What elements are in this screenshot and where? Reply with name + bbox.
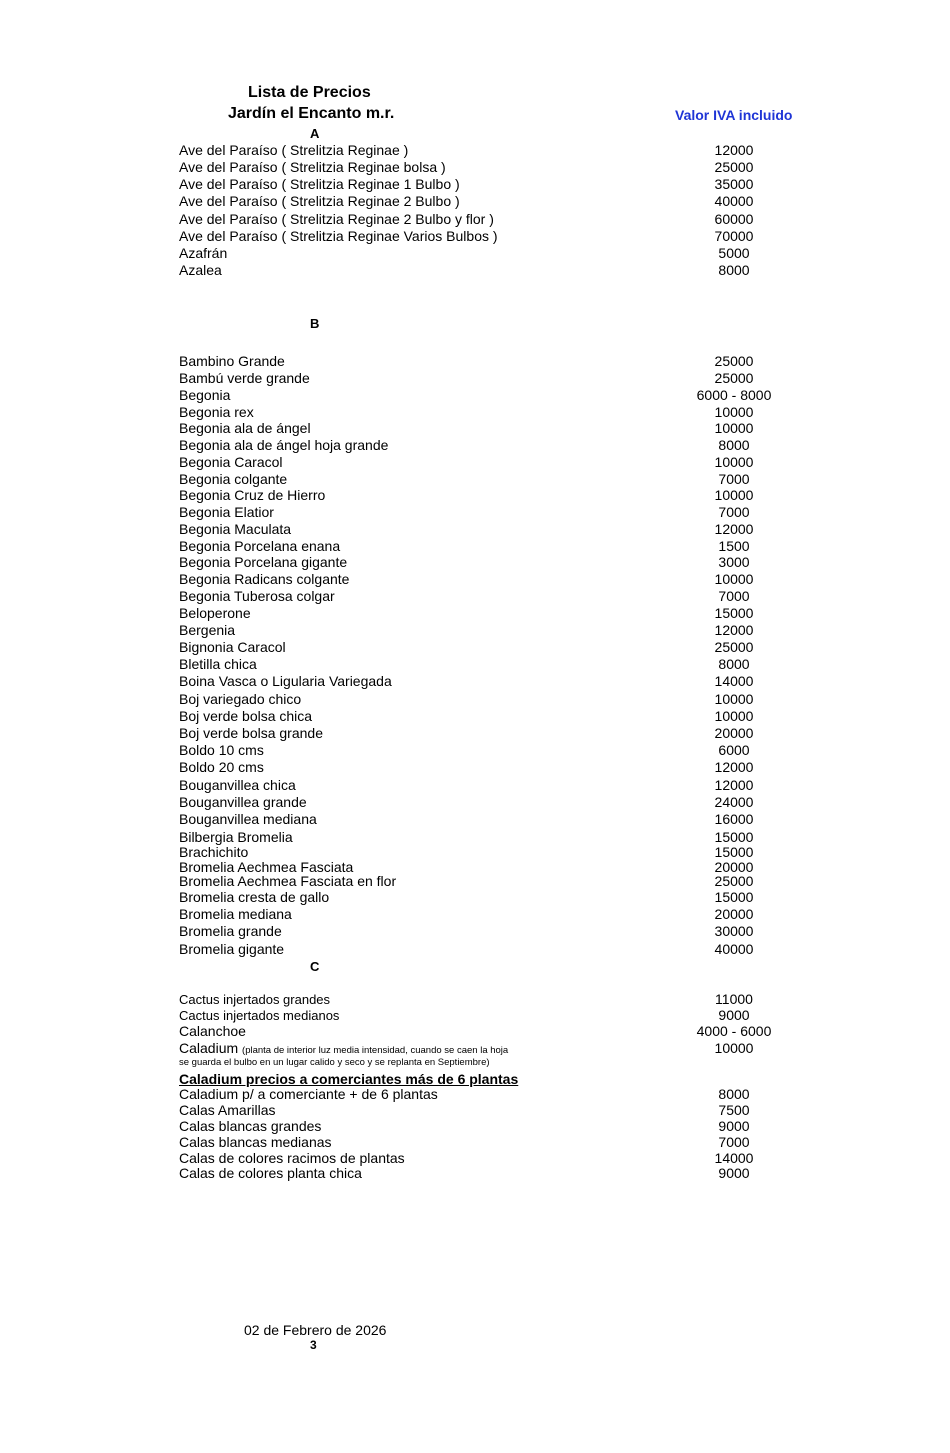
item-name: Begonia ala de ángel [179, 420, 311, 436]
item-price: 6000 [718, 742, 750, 758]
item-name: Bromelia gigante [179, 941, 285, 957]
item-price: 1500 [718, 538, 750, 554]
item-price: 25000 [714, 873, 754, 889]
item-name: Bergenia [179, 622, 236, 638]
list-item [179, 1102, 779, 1119]
item-name: Bouganvillea mediana [179, 811, 317, 827]
item-price: 7000 [718, 504, 750, 520]
item-price: 70000 [714, 228, 754, 244]
item-price: 24000 [714, 794, 754, 810]
item-name: Bletilla chica [179, 656, 257, 672]
item-name: Cactus injertados grandes [179, 992, 331, 1007]
item-name: Bromelia Aechmea Fasciata en flor [179, 873, 397, 889]
item-price: 25000 [714, 353, 754, 369]
item-price: 10000 [714, 691, 754, 707]
list-item [179, 1023, 779, 1040]
list-item [179, 923, 779, 940]
item-name: Calas blancas medianas [179, 1134, 332, 1150]
item-name: Azafrán [179, 245, 228, 261]
item-name: Begonia ala de ángel hoja grande [179, 437, 389, 453]
item-price: 15000 [714, 844, 754, 860]
item-price: 20000 [714, 906, 754, 922]
item-name: Caladium p/ a comerciante + de 6 plantas [179, 1086, 438, 1102]
item-price: 12000 [714, 777, 754, 793]
list-item [179, 794, 779, 811]
item-price: 3000 [718, 554, 750, 570]
item-name: Boina Vasca o Ligularia Variegada [179, 673, 392, 689]
item-name: Bromelia Aechmea Fasciata [179, 859, 354, 875]
item-name: Calas de colores racimos de plantas [179, 1150, 405, 1166]
list-item [179, 245, 779, 262]
list-item [179, 471, 779, 488]
item-price: 10000 [714, 487, 754, 503]
item-name: Ave del Paraíso ( Strelitzia Reginae Varios Bulbos ) [179, 228, 498, 244]
item-price: 25000 [714, 639, 754, 655]
item-name: Calanchoe [179, 1023, 246, 1039]
item-name: Calas blancas grandes [179, 1118, 322, 1134]
list-item [179, 554, 779, 571]
list-item [179, 504, 779, 521]
item-price: 12000 [714, 759, 754, 775]
list-item [179, 1007, 779, 1024]
iva-note: Valor IVA incluido [675, 107, 793, 123]
section-letter-b: B [310, 316, 320, 331]
list-item [179, 262, 779, 279]
item-price: 8000 [718, 656, 750, 672]
item-price: 10000 [714, 571, 754, 587]
item-name: Azalea [179, 262, 222, 278]
item-name: Bilbergia Bromelia [179, 829, 293, 845]
list-item [179, 759, 779, 776]
item-price: 40000 [714, 193, 754, 209]
list-item [179, 673, 779, 690]
item-price: 5000 [718, 245, 750, 261]
item-price: 9000 [718, 1007, 750, 1023]
item-price: 14000 [714, 1150, 754, 1166]
section-letter-c: C [310, 959, 320, 974]
merchant-prices-heading: Caladium precios a comerciantes más de 6 plantas [179, 1071, 519, 1087]
list-item [179, 873, 779, 890]
footer-date: 02 de Febrero de 2026 [244, 1322, 387, 1338]
item-name: Boj verde bolsa grande [179, 725, 323, 741]
list-item [179, 176, 779, 193]
list-item [179, 708, 779, 725]
list-item [179, 1134, 779, 1151]
item-name: Ave del Paraíso ( Strelitzia Reginae ) [179, 142, 409, 158]
item-name: Bignonia Caracol [179, 639, 286, 655]
business-name: Jardín el Encanto m.r. [228, 105, 395, 122]
item-name: Boldo 10 cms [179, 742, 264, 758]
item-name: Begonia Maculata [179, 521, 292, 537]
item-name: Caladium [179, 1040, 239, 1056]
item-name: Ave del Paraíso ( Strelitzia Reginae 1 Bulbo ) [179, 176, 460, 192]
item-name: Bouganvillea chica [179, 777, 296, 793]
list-item [179, 1165, 779, 1182]
list-item [179, 159, 779, 176]
item-price: 11000 [715, 991, 753, 1007]
item-name: Ave del Paraíso ( Strelitzia Reginae 2 Bulbo y flor ) [179, 211, 494, 227]
list-item [179, 777, 779, 794]
item-price: 4000 - 6000 [696, 1023, 772, 1039]
list-item [179, 142, 779, 159]
list-item [179, 691, 779, 708]
list-item [179, 656, 779, 673]
item-price: 8000 [718, 437, 750, 453]
item-price: 12000 [714, 622, 754, 638]
list-item [179, 387, 779, 404]
caladium-care-note-continued: se guarda el bulbo en un lugar calido y seco y se replanta en Septiembre) [179, 1057, 490, 1068]
item-price: 15000 [714, 829, 754, 845]
item-name: Bromelia cresta de gallo [179, 889, 330, 905]
list-item [179, 404, 779, 421]
item-name: Beloperone [179, 605, 251, 621]
item-price: 7000 [718, 471, 750, 487]
item-name: Begonia [179, 387, 231, 403]
item-price: 10000 [714, 420, 754, 436]
item-name: Bambino Grande [179, 353, 285, 369]
caladium-item [179, 1040, 508, 1056]
item-price: 9000 [718, 1118, 750, 1134]
item-name: Boj verde bolsa chica [179, 708, 313, 724]
item-price: 10000 [714, 404, 754, 420]
item-price: 14000 [714, 673, 754, 689]
list-item [179, 941, 779, 958]
item-name: Begonia Elatior [179, 504, 274, 520]
list-item [179, 571, 779, 588]
item-price: 12000 [714, 521, 754, 537]
list-item [179, 605, 779, 622]
list-item [179, 228, 779, 245]
item-price: 7000 [718, 1134, 750, 1150]
item-name: Ave del Paraíso ( Strelitzia Reginae 2 Bulbo ) [179, 193, 460, 209]
list-item [179, 639, 779, 656]
section-letter-a: A [310, 126, 320, 141]
item-price: 60000 [714, 211, 754, 227]
item-name: Begonia Radicans colgante [179, 571, 350, 587]
item-name: Ave del Paraíso ( Strelitzia Reginae bolsa ) [179, 159, 446, 175]
list-item [179, 420, 779, 437]
item-price: 35000 [714, 176, 754, 192]
list-item [179, 588, 779, 605]
item-name: Begonia Tuberosa colgar [179, 588, 335, 604]
list-item [179, 211, 779, 228]
list-item [179, 353, 779, 370]
item-price: 30000 [714, 923, 754, 939]
list-item [179, 991, 779, 1008]
list-item [179, 811, 779, 828]
item-price: 16000 [714, 811, 754, 827]
item-name: Brachichito [179, 844, 249, 860]
item-price: 9000 [718, 1165, 750, 1181]
item-name: Bromelia grande [179, 923, 282, 939]
item-name: Bromelia mediana [179, 906, 292, 922]
list-item [179, 454, 779, 471]
item-name: Begonia Caracol [179, 454, 283, 470]
item-name: Bouganvillea grande [179, 794, 307, 810]
item-price: 25000 [714, 370, 754, 386]
page-title: Lista de Precios [248, 84, 371, 101]
caladium-price: 10000 [714, 1040, 754, 1056]
list-item [179, 889, 779, 906]
list-item [179, 521, 779, 538]
item-name: Begonia Porcelana enana [179, 538, 341, 554]
item-price: 12000 [714, 142, 754, 158]
list-item [179, 1086, 779, 1103]
item-name: Calas Amarillas [179, 1102, 276, 1118]
item-price: 10000 [714, 708, 754, 724]
list-item [179, 538, 779, 555]
item-name: Begonia rex [179, 404, 254, 420]
item-name: Boj variegado chico [179, 691, 302, 707]
item-price: 25000 [714, 159, 754, 175]
list-item [179, 742, 779, 759]
list-item [179, 370, 779, 387]
item-name: Boldo 20 cms [179, 759, 264, 775]
item-price: 8000 [718, 262, 750, 278]
item-price: 7000 [718, 588, 750, 604]
item-price: 7500 [718, 1102, 750, 1118]
item-price: 8000 [718, 1086, 750, 1102]
item-name: Begonia Cruz de Hierro [179, 487, 326, 503]
caladium-care-note: (planta de interior luz media intensidad, cuando se caen la hoja [242, 1045, 509, 1056]
list-item [179, 622, 779, 639]
item-price: 15000 [714, 605, 754, 621]
item-name: Bambú verde grande [179, 370, 310, 386]
list-item [179, 487, 779, 504]
list-item [179, 193, 779, 210]
item-price: 6000 - 8000 [696, 387, 772, 403]
list-item [179, 725, 779, 742]
item-price: 20000 [714, 725, 754, 741]
list-item [179, 437, 779, 454]
list-item [179, 906, 779, 923]
list-item [179, 1118, 779, 1135]
item-price: 15000 [714, 889, 754, 905]
page-number: 3 [310, 1338, 317, 1352]
item-price: 20000 [714, 859, 754, 875]
item-name: Begonia colgante [179, 471, 288, 487]
item-price: 10000 [714, 454, 754, 470]
item-name: Calas de colores planta chica [179, 1165, 362, 1181]
item-name: Begonia Porcelana gigante [179, 554, 348, 570]
item-price: 40000 [714, 941, 754, 957]
item-name: Cactus injertados medianos [179, 1008, 340, 1023]
